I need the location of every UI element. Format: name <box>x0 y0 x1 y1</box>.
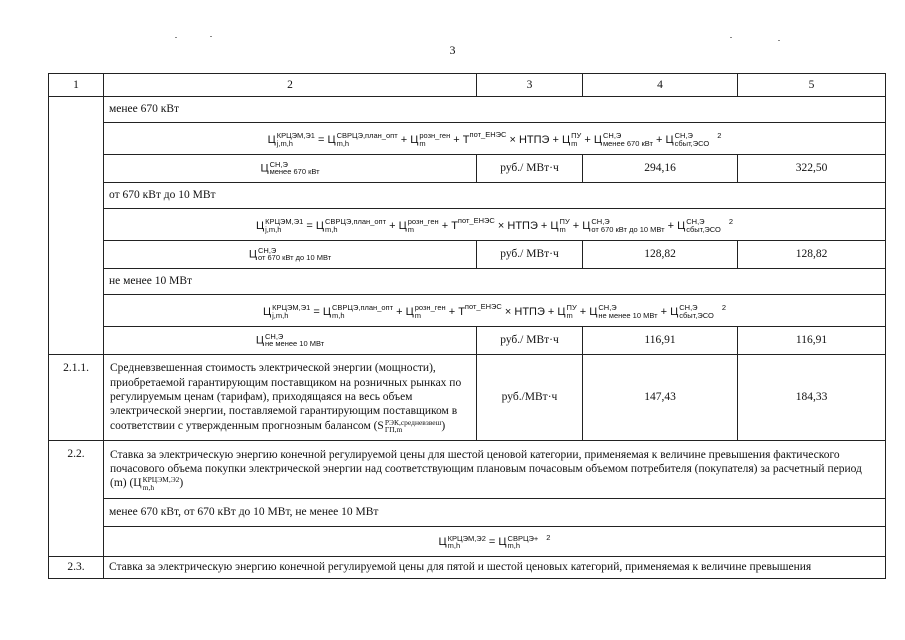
row-description: Ставка за электрическую энергию конечной регулируемой цены для шестой ценовой категории, применяемая к величине превышения фактического почасового объема покупки электрической энергии над соответствующим плановым почасовым объемом потребителя (покупателя) за расчетный период (m) (Ц КРЦЭМ,Э2 m,h ) <box>104 441 886 499</box>
component-symbol: Ц СН,Э от 670 кВт до 10 МВт <box>104 241 477 269</box>
value-col-4: 294,16 <box>583 155 738 183</box>
formula-row <box>49 123 886 155</box>
table-row <box>49 97 886 123</box>
table-row <box>49 557 886 579</box>
scan-speck <box>730 37 732 38</box>
row-description: Ставка за электрическую энергию конечной регулируемой цены для пятой и шестой ценовых категорий, применяемая к величине превышения <box>104 557 886 579</box>
header-col-5: 5 <box>738 74 886 97</box>
value-row <box>49 241 886 269</box>
value-col-4: 116,91 <box>583 327 738 355</box>
formula-cell: Ц КРЦЭМ,Э2 m,h = Ц СВРЦЭ+ m,h $^2$ <box>104 527 886 557</box>
scan-speck <box>175 37 177 38</box>
value-col-4: 147,43 <box>583 355 738 441</box>
value-col-4: 128,82 <box>583 241 738 269</box>
header-col-1: 1 <box>49 74 104 97</box>
tariff-table <box>48 73 886 579</box>
value-col-5: 184,33 <box>738 355 886 441</box>
unit-cell: руб./ МВт·ч <box>477 155 583 183</box>
component-symbol: Ц СН,Э менее 670 кВт <box>104 155 477 183</box>
value-row <box>49 155 886 183</box>
unit-cell: руб./ МВт·ч <box>477 241 583 269</box>
value-col-5: 322,50 <box>738 155 886 183</box>
row-number: 2.2. <box>49 441 104 557</box>
row-label: менее 670 кВт <box>104 97 886 123</box>
scan-speck <box>778 40 780 41</box>
header-col-3: 3 <box>477 74 583 97</box>
header-row <box>49 74 886 97</box>
table-row <box>49 499 886 527</box>
table-row <box>49 269 886 295</box>
row-label: от 670 кВт до 10 МВт <box>104 183 886 209</box>
formula-cell: Ц КРЦЭМ,Э1 j,m,h = Ц СВРЦЭ,план_опт m,h + Ц розн_ген m + $T^{пот\_ЕНЭС}$ × НТПЭ + Ц ПУ m + Ц СН,Э не менее 10 МВт + Ц СН,Э сбыт,ЭСО $^2$ <box>104 295 886 327</box>
scan-speck <box>210 36 212 37</box>
header-col-4: 4 <box>583 74 738 97</box>
page-number: 3 <box>449 43 456 57</box>
value-row <box>49 327 886 355</box>
formula-row <box>49 295 886 327</box>
row-label: не менее 10 МВт <box>104 269 886 295</box>
table-row <box>49 441 886 499</box>
row-description: Средневзвешенная стоимость электрической энергии (мощности), приобретаемой гарантирующим поставщиком на розничных рынках по регулируемым ценам (тарифам), приходящаяся на весь объем электрической энергии, поставляемой гарантирующим поставщиком в соответствии с утвержденным прогнозным балансом (S РЭК,средневзвеш ГП,m ) <box>104 355 477 441</box>
table-row <box>49 183 886 209</box>
table-row <box>49 355 886 441</box>
formula-row <box>49 527 886 557</box>
row-label: менее 670 кВт, от 670 кВт до 10 МВт, не менее 10 МВт <box>104 499 886 527</box>
row-number: 2.1.1. <box>49 355 104 441</box>
header-col-2: 2 <box>104 74 477 97</box>
unit-cell: руб./МВт·ч <box>477 355 583 441</box>
component-symbol: Ц СН,Э не менее 10 МВт <box>104 327 477 355</box>
value-col-5: 116,91 <box>738 327 886 355</box>
formula-cell: Ц КРЦЭМ,Э1 j,m,h = Ц СВРЦЭ,план_опт m,h + Ц розн_ген m + $T^{пот\_ЕНЭС}$ × НТПЭ + Ц ПУ m + Ц СН,Э от 670 кВт до 10 МВт + Ц СН,Э сбыт,ЭСО $^2$ <box>104 209 886 241</box>
empty-number-cell <box>49 97 104 355</box>
value-col-5: 128,82 <box>738 241 886 269</box>
formula-row <box>49 209 886 241</box>
unit-cell: руб./ МВт·ч <box>477 327 583 355</box>
formula-cell: Ц КРЦЭМ,Э1 j,m,h = Ц СВРЦЭ,план_опт m,h + Ц розн_ген m + $T^{пот\_ЕНЭС}$ × НТПЭ + Ц ПУ m + Ц СН,Э менее 670 кВт + Ц СН,Э сбыт,ЭСО $^2$ <box>104 123 886 155</box>
row-number: 2.3. <box>49 557 104 579</box>
